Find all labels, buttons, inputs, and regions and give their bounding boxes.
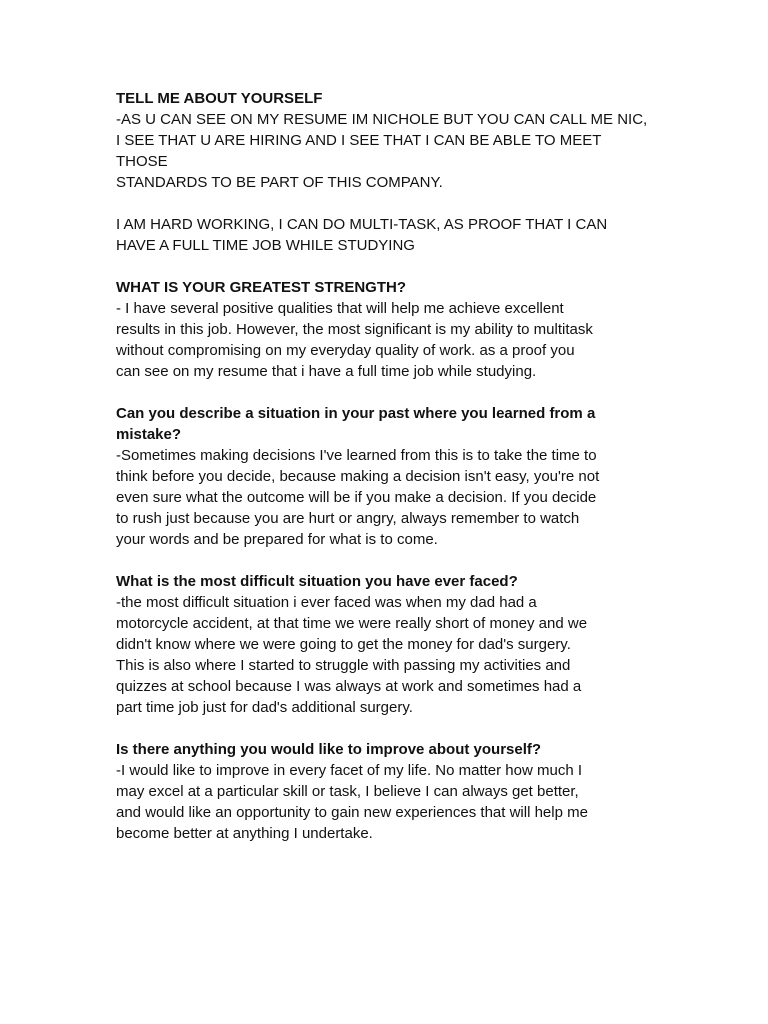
section-heading: Is there anything you would like to improve about yourself?	[116, 741, 542, 758]
section-most-difficult-situation	[116, 571, 656, 718]
section-body: I AM HARD WORKING, I CAN DO MULTI-TASK, AS PROOF THAT I CAN HAVE A FULL TIME JOB WHILE STUDYING	[116, 216, 608, 254]
section-hard-working	[116, 214, 656, 256]
section-heading: WHAT IS YOUR GREATEST STRENGTH?	[116, 279, 407, 296]
section-body: -Sometimes making decisions I've learned from this is to take the time to think before you decide, because making a decision isn't easy, you're not even sure what the outcome will be if you make a decision. If you decide to rush just because you are hurt or angry, always remember to watch your words and be prepared for what is to come.	[116, 447, 600, 548]
section-learned-from-mistake	[116, 403, 656, 550]
section-heading: What is the most difficult situation you have ever faced?	[116, 573, 518, 590]
section-tell-me-about-yourself	[116, 88, 656, 193]
section-improve-yourself	[116, 739, 656, 844]
section-body: -AS U CAN SEE ON MY RESUME IM NICHOLE BUT YOU CAN CALL ME NIC, I SEE THAT U ARE HIRING AND I SEE THAT I CAN BE ABLE TO MEET THOSE STANDARDS TO BE PART OF THIS COMPANY.	[116, 111, 648, 191]
document-content	[116, 88, 656, 865]
section-heading: Can you describe a situation in your past where you learned from a mistake?	[116, 405, 596, 443]
section-greatest-strength	[116, 277, 656, 382]
section-body: -I would like to improve in every facet of my life. No matter how much I may excel at a particular skill or task, I believe I can always get better, and would like an opportunity to gain new experiences that will help me become better at anything I undertake.	[116, 762, 588, 842]
section-heading: TELL ME ABOUT YOURSELF	[116, 90, 323, 107]
section-body: -the most difficult situation i ever faced was when my dad had a motorcycle accident, at that time we were really short of money and we didn't know where we were going to get the money for dad's surgery. This is also where I started to struggle with passing my activities and quizzes at school because I was always at work and sometimes had a part time job just for dad's additional surgery.	[116, 594, 588, 716]
section-body: - I have several positive qualities that will help me achieve excellent results in this job. However, the most significant is my ability to multitask without compromising on my everyday quality of work. as a proof you can see on my resume that i have a full time job while studying.	[116, 300, 593, 380]
